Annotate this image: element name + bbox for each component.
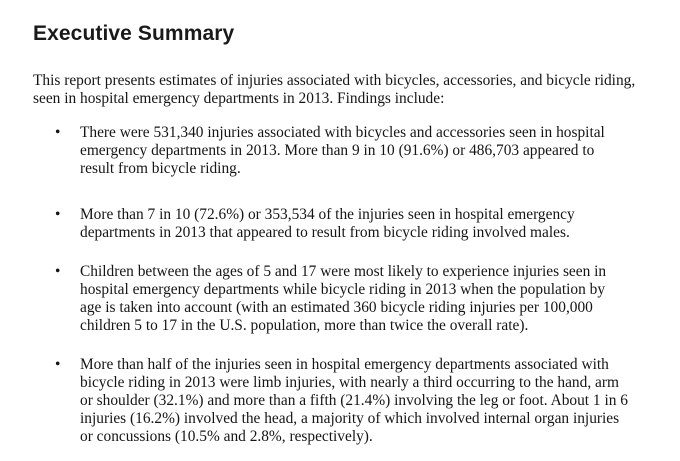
intro-paragraph: This report presents estimates of injuries associated with bicycles, accessories, and bicycle riding, seen in hospital emergency departments in 2013. Findings include: bbox=[33, 72, 636, 107]
bullet-icon: • bbox=[55, 124, 61, 141]
finding-text: More than 7 in 10 (72.6%) or 353,534 of the injuries seen in hospital emergency departments in 2013 that appeared to result from bicycle riding involved males. bbox=[80, 206, 575, 241]
bullet-icon: • bbox=[55, 356, 61, 373]
finding-text: There were 531,340 injuries associated with bicycles and accessories seen in hospital emergency departments in 2013. More than 9 in 10 (91.6%) or 486,703 appeared to result from bicycle riding. bbox=[80, 124, 605, 177]
page-title: Executive Summary bbox=[33, 22, 235, 45]
finding-text: More than half of the injuries seen in hospital emergency departments associated with bicycle riding in 2013 were limb injuries, with nearly a third occurring to the hand, arm or shoulder (32.1%) and more than a fifth (21.4%) involving the leg or foot. About 1 in 6 injuries (16.2%) involved the head, a majority of which involved internal organ injuries or concussions (10.5% and 2.8%, respectively). bbox=[80, 356, 628, 445]
bullet-icon: • bbox=[55, 263, 61, 280]
finding-text: Children between the ages of 5 and 17 were most likely to experience injuries seen in hospital emergency departments while bicycle riding in 2013 when the population by age is taken into account (with an estimated 360 bicycle riding injuries per 100,000 children 5 to 17 in the U.S. population, more than twice the overall rate). bbox=[80, 263, 607, 334]
bullet-icon: • bbox=[55, 206, 61, 223]
